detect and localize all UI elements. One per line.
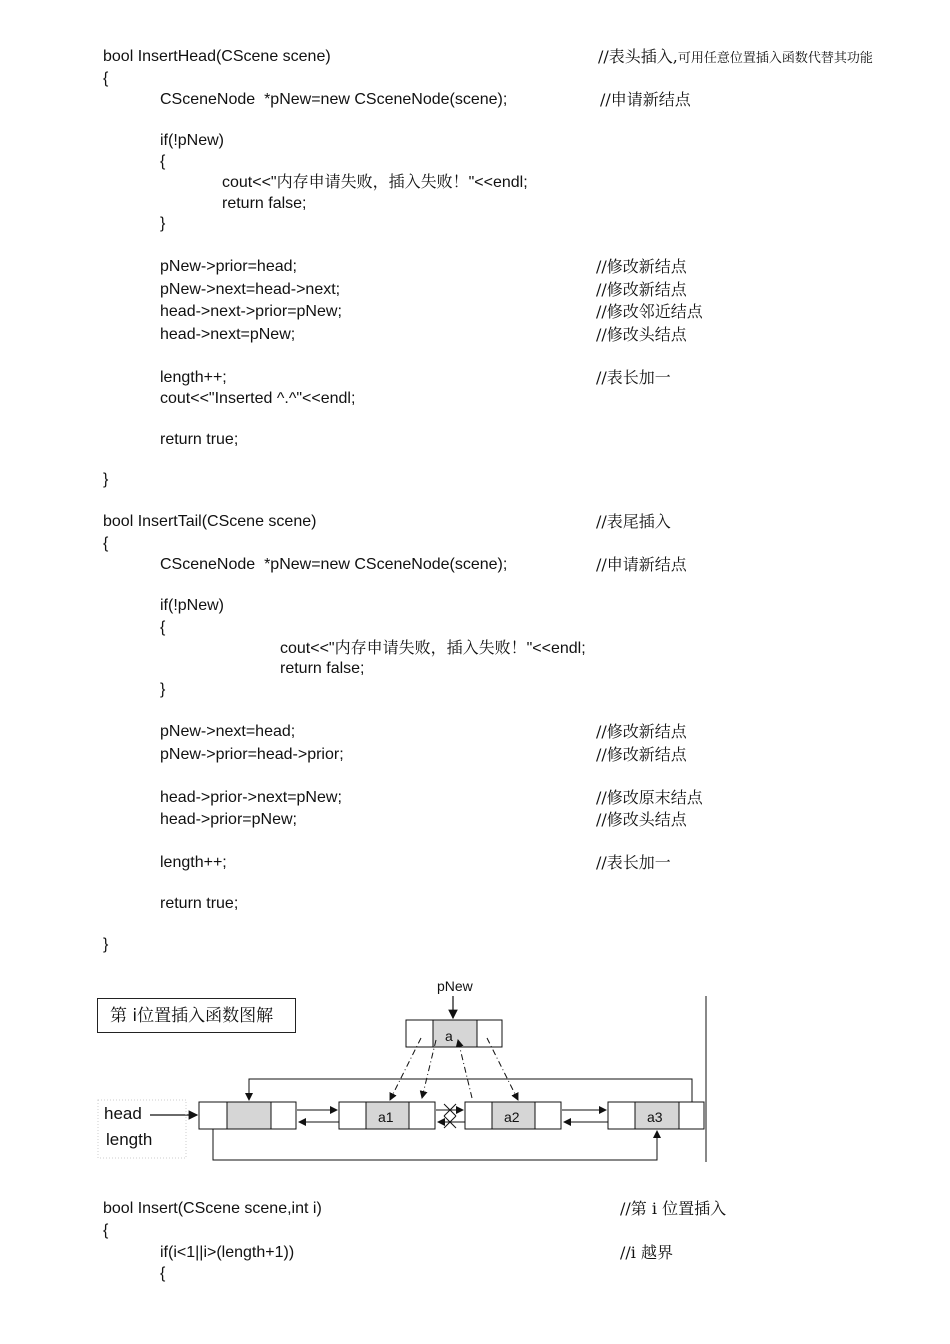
code-line: } [103, 471, 109, 488]
node-a3-label: a3 [647, 1109, 663, 1125]
new-node [406, 1020, 502, 1047]
code-line: if(!pNew) [160, 597, 225, 614]
dashed-arrow [458, 1040, 472, 1098]
code-comment: //修改原末结点 [596, 788, 703, 807]
code-line: { [103, 535, 109, 552]
head-node [199, 1102, 296, 1129]
code-line: } [160, 681, 166, 698]
code-line: length++; [160, 369, 227, 386]
code-line: head->next->prior=pNew; [160, 303, 342, 320]
code-comment: //修改新结点 [596, 745, 687, 764]
code-line: bool InsertTail(CScene scene) [103, 513, 317, 530]
code-line: cout<<"Inserted ^.^"<<endl; [160, 390, 356, 407]
code-line: { [160, 153, 166, 170]
loop-bottom [213, 1129, 657, 1160]
code-line: pNew->prior=head; [160, 258, 297, 275]
code-line: head->prior=pNew; [160, 811, 297, 828]
code-line: pNew->prior=head->prior; [160, 746, 344, 763]
code-comment: //第 i 位置插入 [620, 1199, 727, 1218]
code-line: return true; [160, 895, 239, 912]
loop-top [249, 1079, 692, 1102]
node-a1-label: a1 [378, 1109, 394, 1125]
code-line: pNew->next=head; [160, 723, 296, 740]
length-label: length [106, 1130, 153, 1149]
code-line: } [160, 215, 166, 232]
code-comment: //i 越界 [620, 1243, 673, 1262]
code-line: cout<<"内存申请失败，插入失败！"<<endl; [222, 174, 528, 191]
code-line: return false; [280, 660, 365, 677]
code-line: return true; [160, 431, 239, 448]
new-node-label: a [445, 1028, 453, 1044]
head-label: head [104, 1104, 142, 1123]
code-line: bool Insert(CScene scene,int i) [103, 1200, 322, 1217]
code-line: CSceneNode *pNew=new CSceneNode(scene); [160, 556, 508, 573]
code-line: pNew->next=head->next; [160, 281, 341, 298]
code-line: { [103, 70, 109, 87]
code-line: { [103, 1222, 109, 1239]
code-line: { [160, 619, 166, 636]
code-comment: //表长加一 [596, 368, 671, 387]
code-line: head->prior->next=pNew; [160, 789, 342, 806]
code-comment: //表头插入,可用任意位置插入函数代替其功能 [598, 47, 873, 66]
cross-mark [444, 1104, 456, 1128]
code-comment: //修改邻近结点 [596, 302, 703, 321]
code-line: length++; [160, 854, 227, 871]
code-comment: //申请新结点 [600, 90, 691, 109]
code-comment: //修改新结点 [596, 280, 687, 299]
code-line: return false; [222, 195, 307, 212]
code-line: cout<<"内存申请失败，插入失败！"<<endl; [280, 640, 586, 657]
code-comment: //修改新结点 [596, 257, 687, 276]
dashed-arrow [422, 1040, 436, 1098]
node-a2-label: a2 [504, 1109, 520, 1125]
code-line: } [103, 936, 109, 953]
diagram-title: 第 i位置插入函数图解 [97, 998, 296, 1033]
code-comment: //修改头结点 [596, 810, 687, 829]
code-line: bool InsertHead(CScene scene) [103, 48, 331, 65]
code-comment: //申请新结点 [596, 555, 687, 574]
code-comment: //修改新结点 [596, 722, 687, 741]
code-line: head->next=pNew; [160, 326, 296, 343]
code-comment: //修改头结点 [596, 325, 687, 344]
code-comment: //表尾插入 [596, 512, 671, 531]
pnew-label: pNew [437, 978, 473, 994]
code-line: if(i<1||i>(length+1)) [160, 1244, 295, 1261]
code-line: CSceneNode *pNew=new CSceneNode(scene); [160, 91, 508, 108]
code-comment: //表长加一 [596, 853, 671, 872]
code-line: { [160, 1265, 166, 1282]
code-line: if(!pNew) [160, 132, 225, 149]
